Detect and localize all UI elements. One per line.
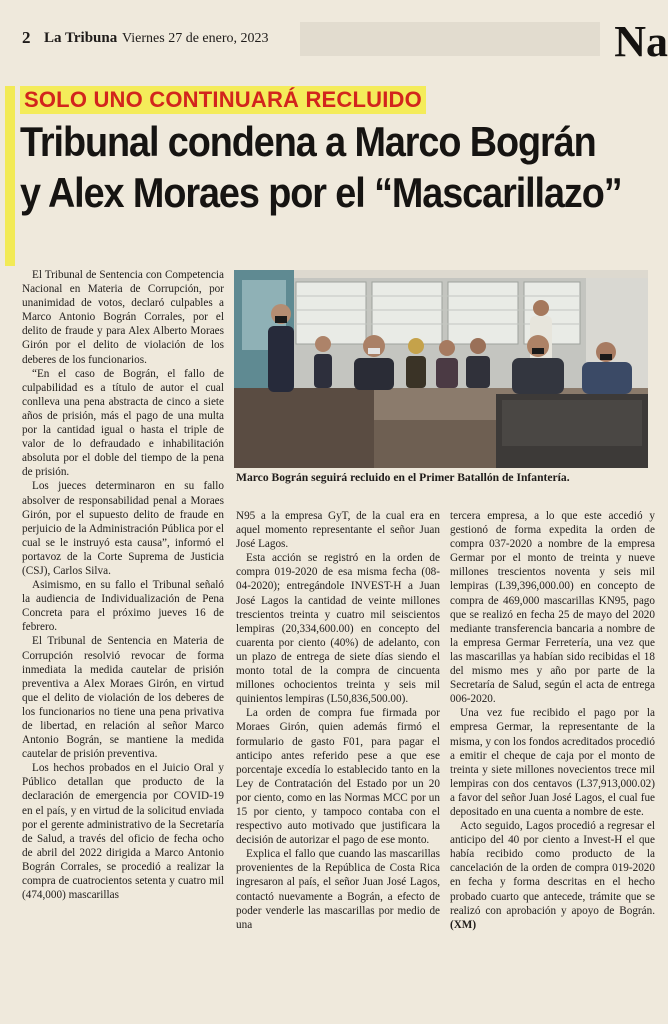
author-signature: (XM) [450,918,477,931]
paragraph-text: Acto seguido, Lagos procedió a regresar el anticipo del 40 por ciento a Invest-H el que había recibido como producto de la cancelación de la orden de compra 019-2020 en fecha y forma descritas en el hecho probado cuarto que antecede, trámite que se realizó con aprobación y apoyo de Bográn. [450,820,655,917]
paragraph: El Tribunal de Sentencia en Materia de Corrupción resolvió revocar de forma inmediata la medida cautelar de prisión preventiva a Alex Moraes Girón, en virtud que el delito de violación de los deberes de los funcionarios no tiene una pena privativa de libertad, en relación al señor Marco Antonio Bográn, se mantiene la medida cautelar de prisión preventiva. [22,635,224,761]
article-kicker: SOLO UNO CONTINUARÁ RECLUIDO [20,86,426,114]
paragraph [450,819,655,932]
courtroom-photo [234,270,648,468]
highlighter-mark [5,86,15,266]
page-header [0,17,668,66]
photo-caption: Marco Bográn seguirá recluido en el Primer Batallón de Infantería. [236,471,570,484]
next-section-fragment: Na [614,17,668,66]
article-column-2 [236,509,440,932]
paragraph: “En el caso de Bográn, el fallo de culpabilidad es a título de autor el cual conlleva una pena abstracta de cinco a siete años de prisión, más el pago de una multa por la cantidad igual o hasta el triple de valor de lo defraudado e inhabilitación absoluta por el doble del tiempo de la pena de prisión. [22,367,224,479]
paragraph: El Tribunal de Sentencia con Competencia Nacional en Materia de Corrupción, por unanimidad de votos, declaró culpables a Marco Antonio Bográn Corrales, por el delito de fraude y para Alex Alberto Moraes Girón por el delito de violación de los deberes de los funcionarios. [22,269,224,366]
page-number: 2 [22,28,31,47]
headline-line-2: y Alex Moraes por el “Mascarillazo” [20,169,622,216]
publication-date: Viernes 27 de enero, 2023 [122,31,269,46]
article-column-1 [22,268,224,902]
paragraph: Los hechos probados en el Juicio Oral y Público detallan que producto de la declaración de emergencia por COVID-19 en el país, y en virtud de la solicitud enviada por el gerente administrativo de la Secretaría de Salud, a través del oficio de fecha ocho de abril del 2022 dirigida a Marco Antonio Bográn Corrales, se procedió a realizar la compra de cuatrocientos setenta y cuatro mil (474,000) mascarillas [22,762,224,902]
article-headline [20,116,622,218]
paragraph: N95 a la empresa GyT, de la cual era en aquel momento representante el señor Juan José Lagos. [236,510,440,551]
paragraph: Asimismo, en su fallo el Tribunal señaló la audiencia de Individualización de Pena Concreta para el próximo jueves 16 de febrero. [22,579,224,634]
paragraph: tercera empresa, a lo que este accedió y gestionó de forma expedita la orden de compra 037-2020 a nombre de la empresa Germar por el monto de treinta y nueve millones trescientos noventa y seis mil lempiras (L39,396,000.00) en concepto de compra de 469,000 mascarillas KN95, pago que se realizó en fecha 25 de mayo del 2020 mediante transferencia bancaria a nombre de la empresa Germar Ferretería, una vez que las mascarillas ya habían sido recibidas el 18 del mismo mes y año por parte de la Secretaría de Salud, según el acta de entrega 006-2020. [450,510,655,706]
paragraph: Una vez fue recibido el pago por la empresa Germar, la representante de la misma, y con los fondos acreditados procedió a emitir el cheque de caja por el monto de treinta y siete millones novecientos trece mil lempiras con dos centavos (L37,913,000.02) a favor del señor Juan José Lagos, el cual fue depositado en una cuenta a nombre de este. [450,707,655,818]
headline-line-1: Tribunal condena a Marco Bográn [20,118,596,165]
paragraph: La orden de compra fue firmada por Moraes Girón, quien además firmó el formulario de gasto F01, para pagar el anticipo antes referido pese a que ese porcentaje excedía lo establecido tanto en la Ley de Contratación del Estado por un 20 por ciento, como en las Normas MCC por un 15 por ciento, y tampoco contaba con el respectivo auto motivado que justificara la decisión de autorizar el pago de ese monto. [236,707,440,847]
paragraph: Los jueces determinaron en su fallo absolver de responsabilidad penal a Moraes Girón, por el supuesto delito de fraude en perjuicio de la Administración Pública por el cual se le instruyó esta causa”, informó el portavoz de la Corte Suprema de Justicia (CSJ), Carlos Silva. [22,480,224,577]
article-column-3 [450,509,655,932]
paragraph: Explica el fallo que cuando las mascarillas provenientes de la República de Costa Rica ingresaron al país, el señor Juan José Lagos, contactó nuevamente a Bográn, a efecto de poder venderle las mascarillas por medio de una [236,848,440,931]
faded-masthead-strip [300,22,600,56]
paragraph: Esta acción se registró en la orden de compra 019-2020 de esa misma fecha (08-04-2020); entregándole INVEST-H a Juan José Lagos la cantidad de veinte millones trescientos treinta y cuatro mil seiscientos lempiras (20,334,600.00) en concepto del cuarenta por ciento (40%) de adelanto, con un plazo de entrega de siete días siendo el monto total de la compra de cincuenta millones ochocientos treinta y seis mil quinientos lempiras (L50,836,500.00). [236,552,440,706]
newspaper-name: La Tribuna [44,30,118,46]
courtroom-illustration [234,270,648,468]
